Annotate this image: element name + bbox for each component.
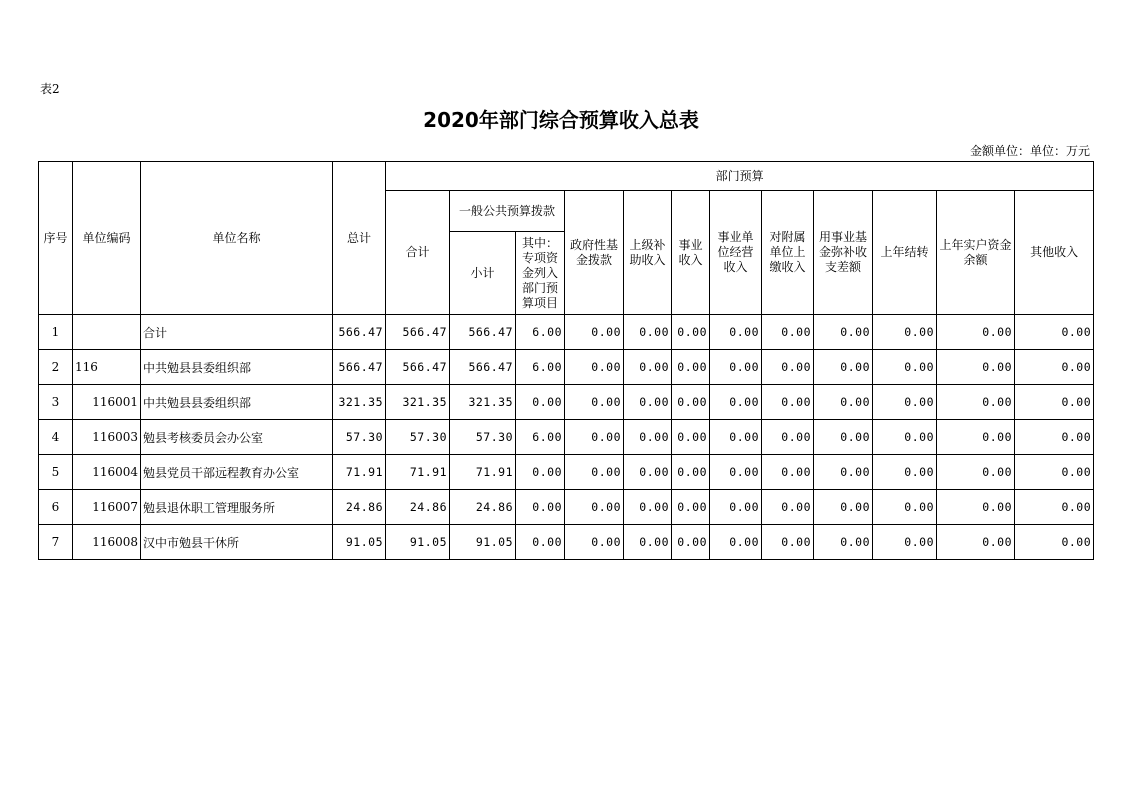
row-amount-cell: 0.00: [762, 490, 814, 525]
row-amount-cell: 0.00: [1015, 525, 1094, 560]
row-amount-cell: 566.47: [386, 315, 450, 350]
row-amount-cell: 0.00: [873, 455, 937, 490]
row-amount-cell: 0.00: [762, 350, 814, 385]
row-amount-cell: 0.00: [873, 525, 937, 560]
row-seq: 2: [39, 350, 73, 385]
row-amount-cell: 0.00: [624, 350, 672, 385]
row-amount-cell: 0.00: [672, 490, 710, 525]
row-amount-cell: 0.00: [672, 315, 710, 350]
row-amount-cell: 0.00: [1015, 420, 1094, 455]
row-amount-cell: 566.47: [333, 350, 386, 385]
table-body: [39, 315, 1094, 560]
row-amount-cell: 0.00: [565, 525, 624, 560]
row-amount-cell: 566.47: [386, 350, 450, 385]
row-amount-cell: 0.00: [672, 525, 710, 560]
table-label: 表2: [40, 82, 60, 96]
row-amount-cell: 0.00: [710, 350, 762, 385]
row-unit-name: 勉县退休职工管理服务所: [141, 490, 333, 525]
budget-revenue-table: [38, 161, 1094, 560]
row-amount-cell: 0.00: [624, 490, 672, 525]
row-amount-cell: 0.00: [873, 315, 937, 350]
row-amount-cell: 0.00: [1015, 490, 1094, 525]
row-amount-cell: 0.00: [710, 490, 762, 525]
row-amount-cell: 91.05: [450, 525, 516, 560]
row-amount-cell: 321.35: [386, 385, 450, 420]
row-amount-cell: 0.00: [565, 420, 624, 455]
row-seq: 7: [39, 525, 73, 560]
row-amount-cell: 0.00: [710, 455, 762, 490]
header-gov-fund: 政府性基金拨款: [565, 191, 624, 315]
row-amount-cell: 0.00: [624, 525, 672, 560]
row-amount-cell: 6.00: [516, 420, 565, 455]
row-amount-cell: 0.00: [516, 490, 565, 525]
row-unit-code: 116008: [73, 525, 141, 560]
header-subtotal: 小计: [450, 232, 516, 315]
row-seq: 1: [39, 315, 73, 350]
row-amount-cell: 0.00: [1015, 455, 1094, 490]
header-other-income: 其他收入: [1015, 191, 1094, 315]
row-amount-cell: 0.00: [516, 385, 565, 420]
row-amount-cell: 71.91: [450, 455, 516, 490]
header-general-public: 一般公共预算拨款: [450, 191, 565, 232]
row-amount-cell: 0.00: [937, 525, 1015, 560]
row-amount-cell: 0.00: [710, 315, 762, 350]
row-amount-cell: 0.00: [814, 525, 873, 560]
header-dept-budget: 部门预算: [386, 162, 1094, 191]
table-row: [39, 455, 1094, 490]
row-amount-cell: 0.00: [814, 350, 873, 385]
row-amount-cell: 0.00: [873, 490, 937, 525]
row-amount-cell: 0.00: [937, 420, 1015, 455]
row-amount-cell: 57.30: [333, 420, 386, 455]
row-seq: 3: [39, 385, 73, 420]
row-amount-cell: 0.00: [624, 455, 672, 490]
row-amount-cell: 0.00: [565, 315, 624, 350]
row-unit-name: 合计: [141, 315, 333, 350]
row-amount-cell: 0.00: [873, 385, 937, 420]
row-unit-name: 勉县考核委员会办公室: [141, 420, 333, 455]
row-seq: 5: [39, 455, 73, 490]
row-amount-cell: 0.00: [762, 385, 814, 420]
row-unit-name: 中共勉县县委组织部: [141, 385, 333, 420]
row-amount-cell: 24.86: [450, 490, 516, 525]
header-business-income: 事业收入: [672, 191, 710, 315]
row-amount-cell: 0.00: [710, 420, 762, 455]
row-amount-cell: 0.00: [814, 385, 873, 420]
row-seq: 6: [39, 490, 73, 525]
header-carryover: 上年结转: [873, 191, 937, 315]
row-amount-cell: 57.30: [386, 420, 450, 455]
unit-note: 金额单位：单位：万元: [969, 144, 1090, 158]
row-amount-cell: 91.05: [386, 525, 450, 560]
row-amount-cell: 0.00: [624, 420, 672, 455]
row-amount-cell: 566.47: [450, 350, 516, 385]
row-unit-name: 汉中市勉县干休所: [141, 525, 333, 560]
row-amount-cell: 0.00: [672, 385, 710, 420]
row-amount-cell: 0.00: [762, 420, 814, 455]
header-superior-subsidy: 上级补助收入: [624, 191, 672, 315]
row-amount-cell: 566.47: [333, 315, 386, 350]
row-unit-code: 116001: [73, 385, 141, 420]
row-amount-cell: 0.00: [565, 385, 624, 420]
table-row: [39, 385, 1094, 420]
row-amount-cell: 0.00: [672, 350, 710, 385]
row-unit-code: 116003: [73, 420, 141, 455]
row-amount-cell: 0.00: [814, 455, 873, 490]
header-seq: 序号: [39, 162, 73, 315]
header-unit-code: 单位编码: [73, 162, 141, 315]
row-seq: 4: [39, 420, 73, 455]
row-amount-cell: 0.00: [672, 420, 710, 455]
row-amount-cell: 6.00: [516, 350, 565, 385]
row-amount-cell: 24.86: [333, 490, 386, 525]
header-business-operating: 事业单位经营收入: [710, 191, 762, 315]
header-total: 总计: [333, 162, 386, 315]
row-amount-cell: 0.00: [762, 315, 814, 350]
row-amount-cell: 0.00: [814, 490, 873, 525]
row-amount-cell: 0.00: [565, 455, 624, 490]
row-unit-code: 116004: [73, 455, 141, 490]
row-amount-cell: 6.00: [516, 315, 565, 350]
header-fund-offset: 用事业基金弥补收支差额: [814, 191, 873, 315]
row-amount-cell: 0.00: [814, 420, 873, 455]
row-amount-cell: 0.00: [937, 350, 1015, 385]
header-real-account-balance: 上年实户资金余额: [937, 191, 1015, 315]
row-amount-cell: 0.00: [1015, 385, 1094, 420]
page-title: 2020年部门综合预算收入总表: [423, 108, 699, 132]
row-amount-cell: 0.00: [1015, 350, 1094, 385]
row-unit-code: 116: [73, 350, 141, 385]
row-amount-cell: 0.00: [672, 455, 710, 490]
table-row: [39, 490, 1094, 525]
header-special-project: 其中：专项资金列入部门预算项目: [516, 232, 565, 315]
row-amount-cell: 321.35: [450, 385, 516, 420]
row-amount-cell: 0.00: [814, 315, 873, 350]
row-amount-cell: 0.00: [937, 315, 1015, 350]
row-amount-cell: 71.91: [386, 455, 450, 490]
row-amount-cell: 71.91: [333, 455, 386, 490]
table-row: [39, 315, 1094, 350]
row-amount-cell: 0.00: [1015, 315, 1094, 350]
row-amount-cell: 0.00: [624, 315, 672, 350]
table-row: [39, 420, 1094, 455]
header-unit-name: 单位名称: [141, 162, 333, 315]
row-amount-cell: 24.86: [386, 490, 450, 525]
row-amount-cell: 566.47: [450, 315, 516, 350]
row-amount-cell: 0.00: [565, 490, 624, 525]
table-row: [39, 350, 1094, 385]
row-unit-code: 116007: [73, 490, 141, 525]
table-row: [39, 525, 1094, 560]
header-sum: 合计: [386, 191, 450, 315]
row-amount-cell: 57.30: [450, 420, 516, 455]
row-amount-cell: 0.00: [937, 490, 1015, 525]
row-amount-cell: 0.00: [516, 455, 565, 490]
row-unit-name: 中共勉县县委组织部: [141, 350, 333, 385]
row-amount-cell: 0.00: [937, 455, 1015, 490]
row-amount-cell: 321.35: [333, 385, 386, 420]
row-amount-cell: 0.00: [516, 525, 565, 560]
header-affiliated-turnover: 对附属单位上缴收入: [762, 191, 814, 315]
row-amount-cell: 0.00: [937, 385, 1015, 420]
row-amount-cell: 0.00: [624, 385, 672, 420]
row-amount-cell: 0.00: [565, 350, 624, 385]
row-amount-cell: 0.00: [710, 385, 762, 420]
row-amount-cell: 0.00: [873, 420, 937, 455]
row-amount-cell: 91.05: [333, 525, 386, 560]
row-amount-cell: 0.00: [873, 350, 937, 385]
row-amount-cell: 0.00: [762, 455, 814, 490]
row-amount-cell: 0.00: [762, 525, 814, 560]
row-amount-cell: 0.00: [710, 525, 762, 560]
row-unit-code: [73, 315, 141, 350]
row-unit-name: 勉县党员干部远程教育办公室: [141, 455, 333, 490]
